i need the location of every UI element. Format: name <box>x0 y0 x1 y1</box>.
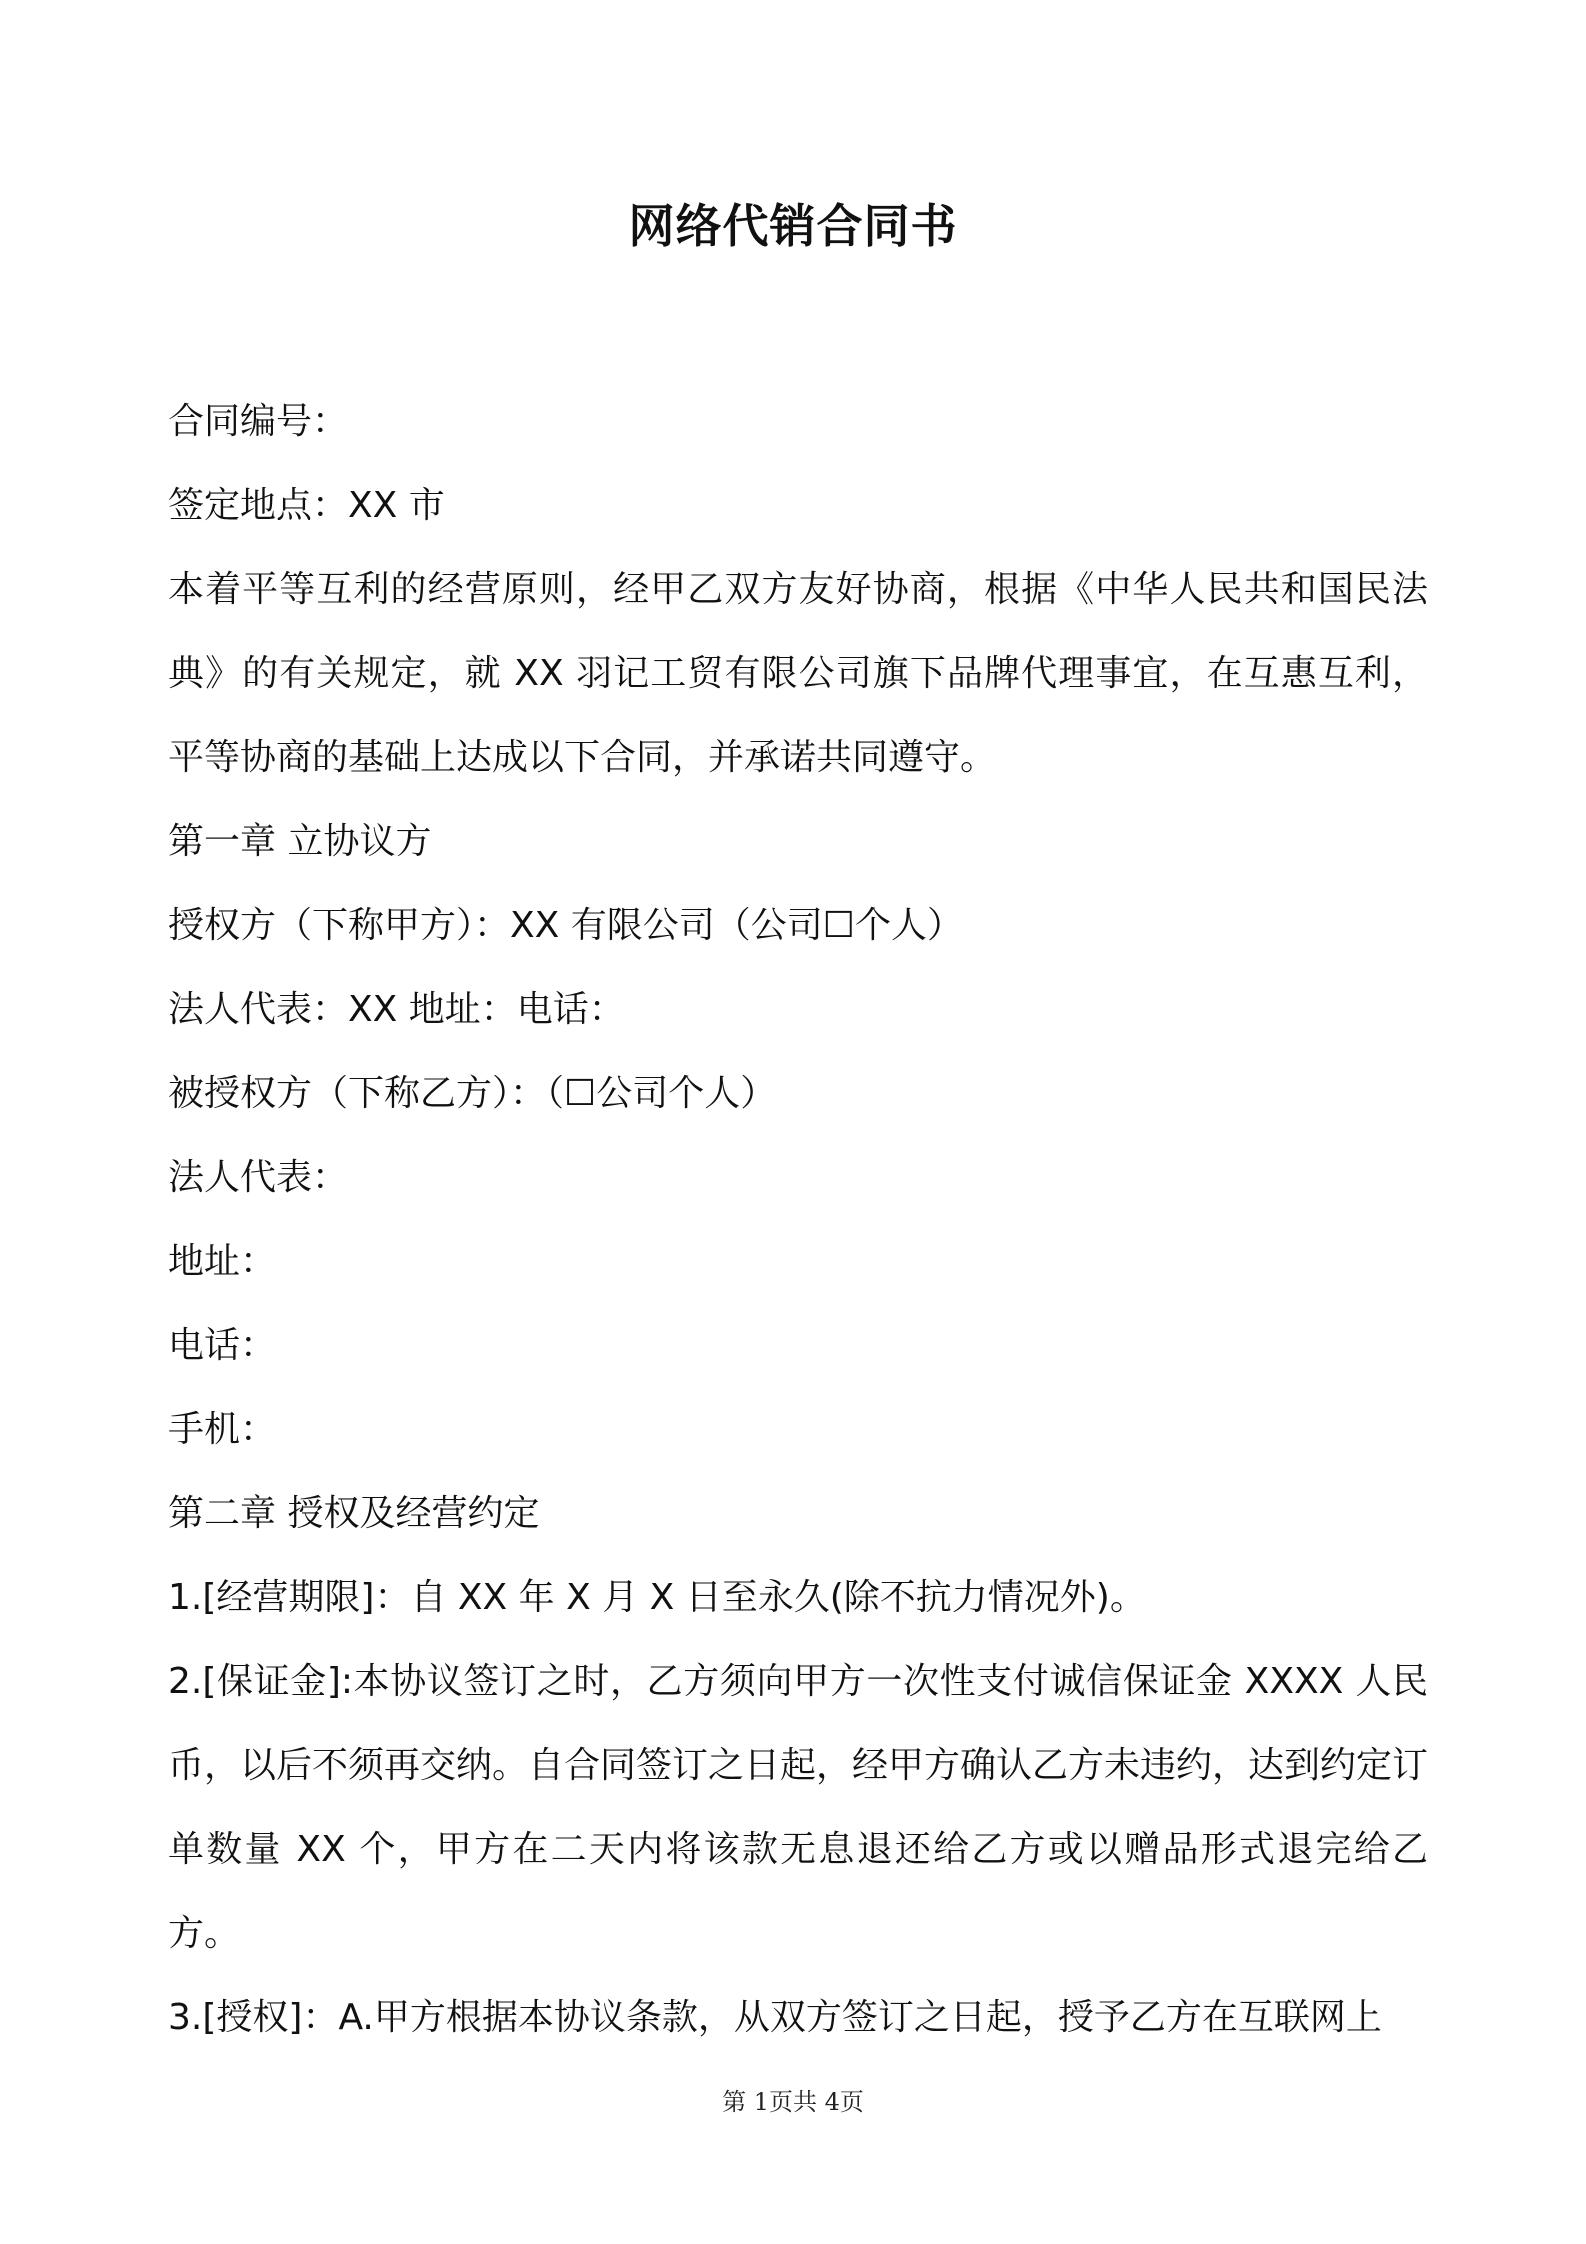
clause-1-term: 1.[经营期限]：自 XX 年 X 月 X 日至永久(除不抗力情况外)。 <box>168 1577 1146 1618</box>
chapter-1-heading: 第一章 立协议方 <box>168 821 432 862</box>
party-b-mobile-line: 手机： <box>168 1409 277 1450</box>
party-a-representative-line: 法人代表：XX 地址：电话： <box>168 989 625 1030</box>
party-b-phone-line: 电话： <box>168 1325 277 1366</box>
clause-2-deposit: 2.[保证金]:本协议签订之时，乙方须向甲方一次性支付诚信保证金 XXXX 人民币，以后不须再交纳。自合同签订之日起，经甲方确认乙方未违约，达到约定订单数量 XX 个，甲方在二天内将该款无息退还给乙方或以赠品形式退完给乙方。 <box>168 1661 1429 1954</box>
party-b-address-line: 地址： <box>168 1241 277 1282</box>
contract-number-line: 合同编号： <box>168 401 349 442</box>
party-b-line: 被授权方（下称乙方）：（☐公司个人） <box>168 1073 777 1114</box>
party-a-line: 授权方（下称甲方）：XX 有限公司（公司☐个人） <box>168 905 964 946</box>
chapter-2-heading: 第二章 授权及经营约定 <box>168 1493 540 1534</box>
document-body <box>168 380 1428 2060</box>
sign-place-line: 签定地点：XX 市 <box>168 485 445 526</box>
preamble-paragraph: 本着平等互利的经营原则，经甲乙双方友好协商，根据《中华人民共和国民法典》的有关规定，就 XX 羽记工贸有限公司旗下品牌代理事宜，在互惠互利，平等协商的基础上达成以下合同，并承诺共同遵守。 <box>168 569 1428 778</box>
document-title: 网络代销合同书 <box>628 199 958 253</box>
clause-3-authorization: 3.[授权]：A.甲方根据本协议条款，从双方签订之日起，授予乙方在互联网上 <box>168 1997 1382 2038</box>
page-footer: 第 1页共 4页 <box>722 2088 864 2116</box>
party-b-representative-line: 法人代表： <box>168 1157 349 1198</box>
